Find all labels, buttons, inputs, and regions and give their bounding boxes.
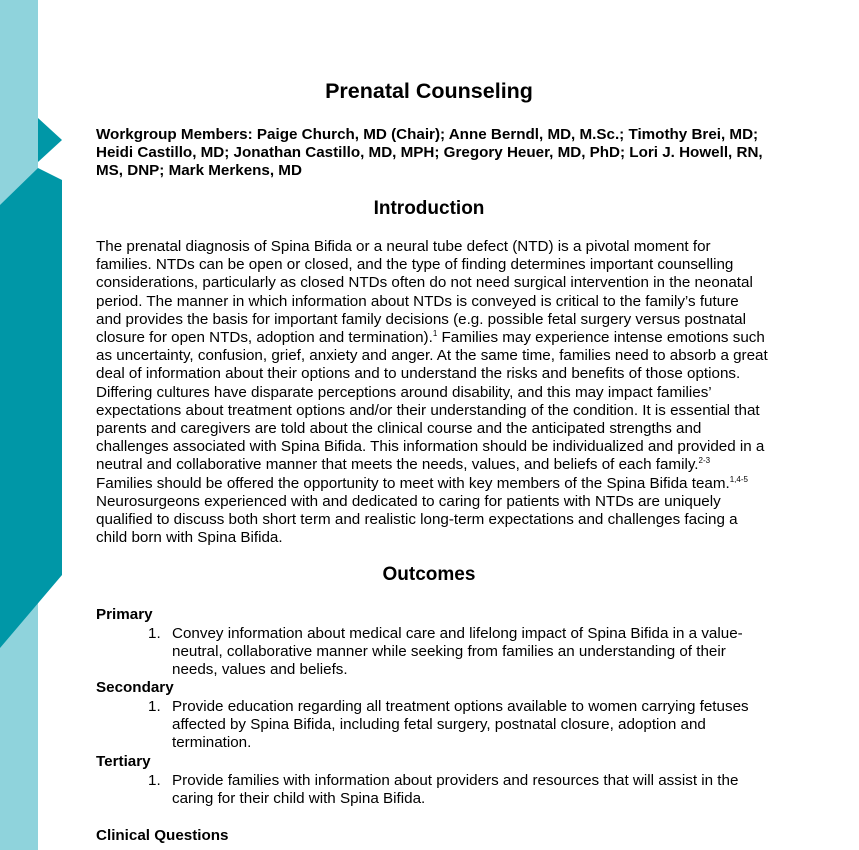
list-number: 1. [148,698,161,715]
outcomes-heading: Outcomes [382,564,476,585]
list-number: 1. [148,772,161,789]
tertiary-label: Tertiary [96,753,151,770]
primary-label: Primary [96,606,153,623]
intro-text-3: Families should be offered the opportunity to meet with key members of the Spina Bifida team. [96,474,730,492]
citation-3: 1,4-5 [729,474,748,484]
list-number: 1. [148,625,161,642]
secondary-outcome-item [148,698,768,752]
primary-outcome-text: Convey information about medical care and lifelong impact of Spina Bifida in a value-neutral, collaborative manner while seeking from families an understanding of their needs, values and beliefs. [172,625,743,678]
introduction-heading: Introduction [373,198,485,219]
tertiary-outcome-item [148,772,768,808]
secondary-label: Secondary [96,679,174,696]
clinical-questions-label: Clinical Questions [96,827,229,844]
workgroup-members: Workgroup Members: Paige Church, MD (Chair); Anne Berndl, MD, M.Sc.; Timothy Brei, MD; Heidi Castillo, MD; Jonathan Castillo, MD, MPH; Gregory Heuer, MD, PhD; Lori J. Howell, RN, MS, DNP; Mark Merkens, MD [96,126,763,179]
tertiary-outcome-text: Provide families with information about providers and resources that will assist in the caring for their child with Spina Bifida. [172,772,739,807]
primary-outcome-item [148,625,768,679]
intro-text-2: Families may experience intense emotions such as uncertainty, confusion, grief, anxiety and anger. At the same time, families need to absorb a great deal of information about their options and to understand the risks and benefits of those options. Differing cultures have disparate perceptions around disability, and this may impact families’ expectations about treatment options and/or their understanding of the condition. It is essential that parents and caregivers are told about the clinical course and the anticipated strengths and challenges associated with Spina Bifida. This information should be individualized and provided in a neutral and collaborative manner that meets the needs, values, and beliefs of each family. [96,329,768,474]
citation-1: 1 [432,329,438,339]
introduction-paragraph [96,238,768,547]
citation-2: 2-3 [698,456,711,466]
intro-text-1: The prenatal diagnosis of Spina Bifida or a neural tube defect (NTD) is a pivotal moment for families. NTDs can be open or closed, and the type of finding determines important counselling considerations, particularly as closed NTDs often do not need surgical intervention in the neonatal period. The manner in which information about NTDs is conveyed is critical to the family’s future and provides the basis for important family decisions (e.g. possible fetal surgery versus postnatal closure for open NTDs, adoption and termination). [96,238,753,347]
intro-text-4: Neurosurgeons experienced with and dedicated to caring for patients with NTDs are uniquely qualified to discuss both short term and realistic long-term expectations and challenges facing a child born with Spina Bifida. [96,492,738,547]
page-title: Prenatal Counseling [325,79,533,103]
secondary-outcome-text: Provide education regarding all treatment options available to women carrying fetuses affected by Spina Bifida, including fetal surgery, postnatal closure, adoption and termination. [172,698,749,751]
decorative-sidebar [0,0,70,850]
